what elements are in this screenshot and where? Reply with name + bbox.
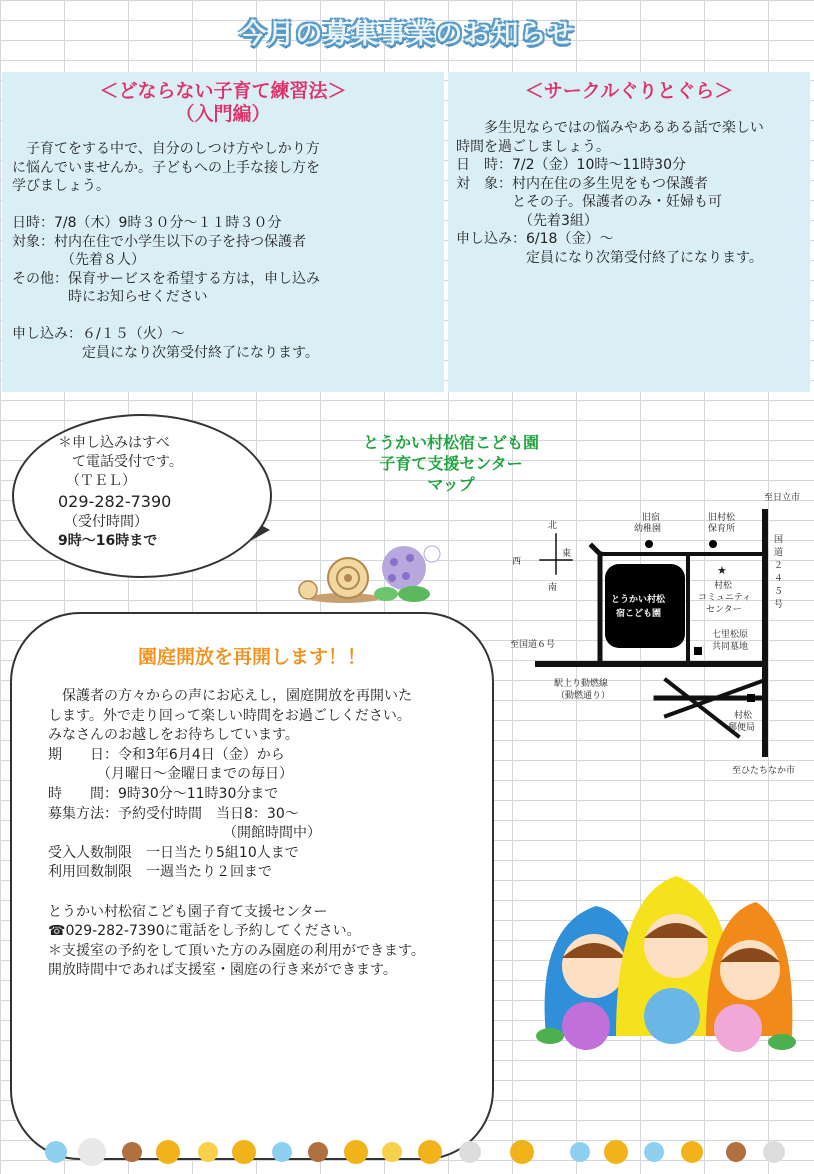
map-kodomoen-1: とうかい村松: [611, 595, 666, 605]
garden-reopen-title: 園庭開放を再開します！！: [137, 646, 366, 668]
map-post-2: 郵便局: [728, 723, 756, 733]
circle-gurigura-panel: [448, 72, 810, 392]
parenting-practice-title: ＜どならない子育て練習法＞: [99, 80, 347, 102]
callout-tel-label: （ＴＥＬ）: [66, 473, 136, 489]
parenting-practice-subtitle: （入門編）: [175, 103, 271, 125]
callout-line-2: て電話受付です。: [58, 454, 183, 470]
map-title-line-1: とうかい村松宿こども園: [362, 433, 539, 452]
map: [498, 484, 814, 778]
map-community-3: センター: [706, 605, 742, 615]
map-ekinobori-2: （動燃通り）: [556, 691, 611, 701]
map-kodomoen-2: 宿こども園: [616, 609, 662, 619]
circle-gurigura-body: 多生児ならではの悩みやあるある話で楽しい 時間を過ごしましょう。 日 時：7/2（金）10時～11時30分 対 象：村内在住の多生児をもつ保護者 とその子。保護者のみ・妊婦も可 （先着3組） 申し込み：6/18（金）～ 定員になり次第受付終了になります。: [456, 120, 764, 266]
map-kyumuramatsu: 旧村松: [708, 513, 736, 523]
map-community-2: コミュニティ: [698, 593, 752, 603]
map-title-line-3: マップ: [427, 475, 475, 494]
map-ekinobori-1: 駅上り動燃線: [554, 679, 609, 689]
map-north: 北: [548, 521, 558, 531]
parenting-practice-panel: [2, 72, 444, 392]
children-raincoat-illustration: [526, 866, 796, 1056]
callout-line-1: ＊申し込みはすべ: [58, 435, 170, 451]
map-title-line-2: 子育て支援センター: [379, 454, 523, 473]
map-west: 西: [512, 557, 522, 567]
phone-callout: [12, 414, 272, 578]
map-kyujuku-2: 幼稚園: [634, 524, 662, 534]
page-title: 今月の募集事業のお知らせ: [239, 19, 575, 50]
decorative-border: [0, 1128, 814, 1174]
map-route245: 国 道 ２ ４ ５ 号: [774, 535, 784, 610]
map-community-1: 村松: [714, 581, 733, 591]
map-cemetery-1: 七里松原: [712, 630, 749, 640]
map-south: 南: [548, 583, 558, 593]
map-post-1: 村松: [734, 711, 753, 721]
map-kyujuku: 旧宿: [642, 513, 661, 523]
snail-hydrangea-illustration: [286, 528, 446, 608]
map-to-hitachi-city: 至日立市: [764, 493, 801, 503]
garden-reopen-box: [10, 612, 494, 1160]
map-to-route6: 至国道６号: [510, 640, 556, 650]
garden-reopen-body: 保護者の方々からの声にお応えし，園庭開放を再開いた します。外で走り回って楽しい時間をお過ごしください。 みなさんのお越しをお待ちしています。 期 日：令和3年6月4日（金）から （月曜日～金曜日までの毎日） 時 間：9時30分～11時30分まで 募集方法：予約受付時間 当日8：30～ （開館時間中） 受入人数制限 一日当たり5組10人まで 利用回数制限 一週当たり２回まで とうかい村松宿こども園子育て支援センター ☎029-282-7390に電話をし予約してください。 ＊支援室の予約をして頂いた方のみ園庭の利用ができます。 開放時間中であれば支援室・園庭の行き来ができます。: [48, 688, 425, 979]
map-star-icon: ★: [717, 564, 727, 577]
map-east: 東: [562, 549, 572, 559]
callout-hours-label: （受付時間）: [64, 514, 148, 530]
circle-gurigura-title: ＜サークルぐりとぐら＞: [524, 80, 734, 102]
callout-phone: 029-282-7390: [58, 492, 172, 511]
parenting-practice-body: 子育てをする中で、自分のしつけ方やしかり方 に悩んでいませんか。子どもへの上手な接し方を 学びましょう。 日時：7/8（木）9時３０分～１１時３０分 対象：村内在住で小学生以下の子を持つ保護者 （先着８人） その他：保育サービスを希望する方は，申し込み 時にお知らせください 申し込み：６/１５（火）～ 定員になり次第受付終了になります。: [12, 141, 320, 361]
map-kyumuramatsu-2: 保育所: [708, 524, 736, 534]
map-cemetery-2: 共同墓地: [712, 642, 749, 652]
callout-hours: 9時～16時まで: [58, 533, 158, 549]
map-to-hitachinaka: 至ひたちなか市: [732, 766, 796, 776]
